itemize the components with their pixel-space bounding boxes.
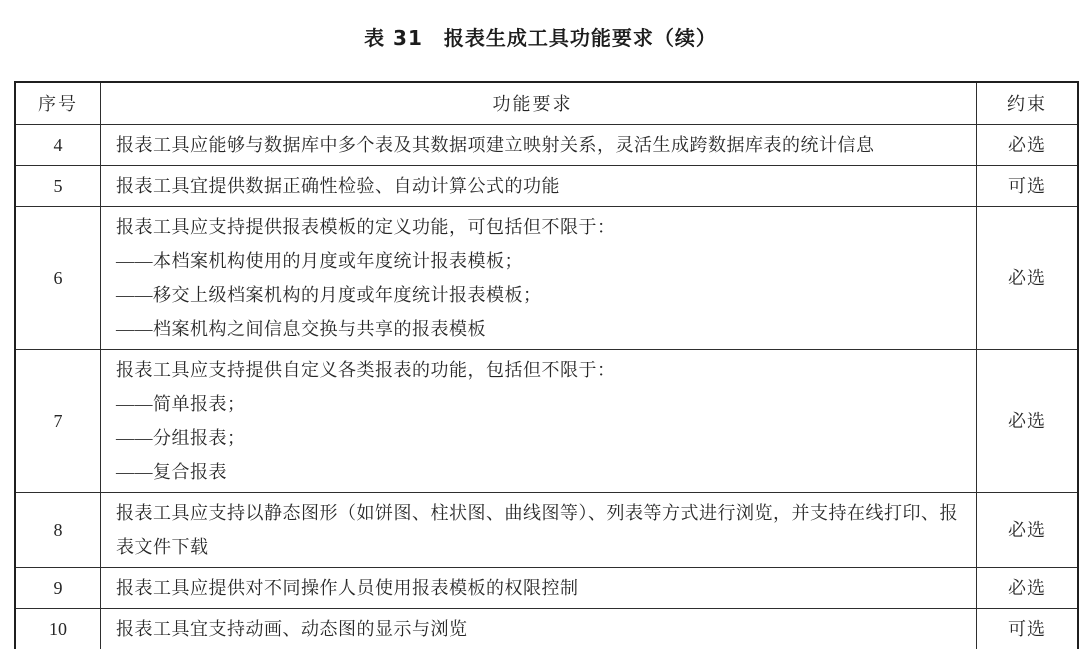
table-body	[15, 125, 1078, 649]
requirement-line: ——移交上级档案机构的月度或年度统计报表模板；	[116, 285, 542, 305]
row-number-cell: 9	[15, 568, 101, 609]
constraint-cell: 必选	[977, 568, 1079, 609]
requirement-line: 报表工具宜支持动画、动态图的显示与浏览	[116, 619, 468, 639]
constraint-cell: 可选	[977, 609, 1079, 649]
row-number-cell: 10	[15, 609, 101, 649]
constraint-cell: 必选	[977, 493, 1079, 568]
requirement-line: ——本档案机构使用的月度或年度统计报表模板；	[116, 251, 523, 271]
row-number-cell: 4	[15, 125, 101, 166]
table-row	[15, 350, 1078, 493]
header-cell-requirement: 功能要求	[101, 82, 977, 125]
requirement-line: 报表工具应能够与数据库中多个表及其数据项建立映射关系，灵活生成跨数据库表的统计信息	[116, 135, 875, 155]
requirement-line: ——分组报表；	[116, 428, 246, 448]
table-row	[15, 609, 1078, 649]
requirement-line: 报表工具宜提供数据正确性检验、自动计算公式的功能	[116, 176, 560, 196]
constraint-cell: 必选	[977, 125, 1079, 166]
requirement-line: 报表工具应支持提供自定义各类报表的功能，包括但不限于：	[116, 360, 616, 380]
header-cell-constraint: 约束	[977, 82, 1079, 125]
constraint-cell: 必选	[977, 207, 1079, 350]
requirement-line: 报表工具应提供对不同操作人员使用报表模板的权限控制	[116, 578, 579, 598]
row-number-cell: 6	[15, 207, 101, 350]
table-row	[15, 166, 1078, 207]
table-row	[15, 207, 1078, 350]
requirements-table	[14, 81, 1079, 649]
table-row	[15, 125, 1078, 166]
table-title: 表 31 报表生成工具功能要求（续）	[364, 26, 717, 50]
table-row	[15, 568, 1078, 609]
table-header	[15, 82, 1078, 125]
constraint-cell: 必选	[977, 350, 1079, 493]
requirement-cell	[101, 609, 977, 649]
row-number-cell: 5	[15, 166, 101, 207]
table-row	[15, 493, 1078, 568]
requirement-cell	[101, 568, 977, 609]
requirement-line: ——复合报表	[116, 462, 227, 482]
requirement-cell	[101, 207, 977, 350]
requirement-line: 报表工具应支持以静态图形（如饼图、柱状图、曲线图等）、列表等方式进行浏览，并支持在线打印、报表文件下载	[116, 503, 958, 557]
document-page	[0, 22, 1081, 649]
requirement-line: ——简单报表；	[116, 394, 246, 414]
header-row	[15, 82, 1078, 125]
requirement-cell	[101, 350, 977, 493]
row-number-cell: 8	[15, 493, 101, 568]
header-cell-number: 序号	[15, 82, 101, 125]
constraint-cell: 可选	[977, 166, 1079, 207]
requirement-cell	[101, 493, 977, 568]
requirement-cell	[101, 166, 977, 207]
requirement-cell	[101, 125, 977, 166]
row-number-cell: 7	[15, 350, 101, 493]
requirement-line: ——档案机构之间信息交换与共享的报表模板	[116, 319, 486, 339]
requirement-line: 报表工具应支持提供报表模板的定义功能，可包括但不限于：	[116, 217, 616, 237]
